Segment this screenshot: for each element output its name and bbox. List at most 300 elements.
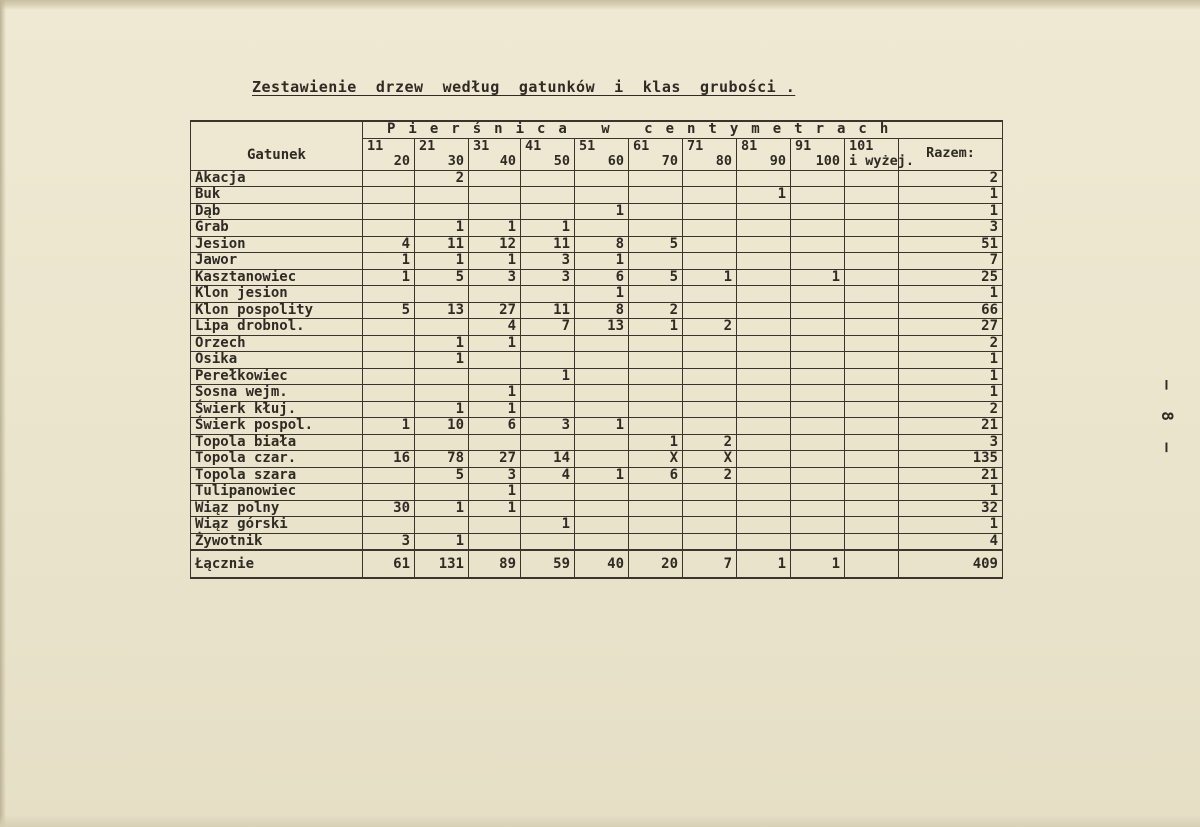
count-cell xyxy=(575,368,629,385)
grand-total-cell: 409 xyxy=(899,550,1003,578)
count-cell xyxy=(521,484,575,501)
count-cell: 11 xyxy=(521,236,575,253)
count-cell xyxy=(629,401,683,418)
column-header-gatunek: Gatunek xyxy=(191,121,363,170)
count-cell xyxy=(521,352,575,369)
count-cell: 8 xyxy=(575,236,629,253)
count-cell xyxy=(629,352,683,369)
count-cell xyxy=(791,236,845,253)
row-total-cell: 51 xyxy=(899,236,1003,253)
species-name: Klon pospolity xyxy=(191,302,363,319)
count-cell xyxy=(737,203,791,220)
count-cell xyxy=(791,170,845,187)
count-cell xyxy=(683,385,737,402)
count-cell xyxy=(845,269,899,286)
count-cell xyxy=(629,517,683,534)
count-cell: 3 xyxy=(521,253,575,270)
count-cell: 1 xyxy=(469,220,521,237)
count-cell xyxy=(845,220,899,237)
count-cell: 1 xyxy=(575,203,629,220)
count-cell xyxy=(845,434,899,451)
count-cell xyxy=(521,335,575,352)
species-name: Kasztanowiec xyxy=(191,269,363,286)
row-total-cell: 25 xyxy=(899,269,1003,286)
column-header-range xyxy=(683,138,737,170)
table-row xyxy=(191,467,1003,484)
table-row xyxy=(191,533,1003,550)
count-cell: 5 xyxy=(629,269,683,286)
count-cell xyxy=(415,517,469,534)
table-row xyxy=(191,385,1003,402)
range-high-label: i wyżej. xyxy=(849,153,915,169)
count-cell: 1 xyxy=(469,385,521,402)
count-cell: 6 xyxy=(575,269,629,286)
count-cell xyxy=(683,533,737,550)
range-high-label: 70 xyxy=(661,153,678,169)
column-header-range xyxy=(629,138,683,170)
count-cell xyxy=(845,368,899,385)
count-cell xyxy=(845,484,899,501)
count-cell xyxy=(575,484,629,501)
count-cell: 61 xyxy=(363,550,415,578)
range-low-label: 101 xyxy=(849,137,874,154)
count-cell xyxy=(845,187,899,204)
row-total-cell: 1 xyxy=(899,352,1003,369)
count-cell xyxy=(415,368,469,385)
count-cell xyxy=(845,335,899,352)
count-cell xyxy=(737,385,791,402)
count-cell xyxy=(737,484,791,501)
range-low-label: 71 xyxy=(687,137,704,154)
column-header-razem: Razem: xyxy=(899,138,1003,170)
count-cell xyxy=(363,319,415,336)
count-cell xyxy=(845,451,899,468)
count-cell: 1 xyxy=(683,269,737,286)
species-name: Buk xyxy=(191,187,363,204)
count-cell xyxy=(791,418,845,435)
count-cell: 1 xyxy=(575,253,629,270)
count-cell xyxy=(521,187,575,204)
paper-left-edge xyxy=(0,0,6,827)
count-cell xyxy=(737,434,791,451)
count-cell xyxy=(737,286,791,303)
count-cell xyxy=(737,253,791,270)
count-cell xyxy=(469,352,521,369)
count-cell xyxy=(363,170,415,187)
count-cell xyxy=(737,517,791,534)
count-cell xyxy=(415,484,469,501)
count-cell: 6 xyxy=(629,467,683,484)
row-total-cell: 1 xyxy=(899,517,1003,534)
row-total-cell: 3 xyxy=(899,220,1003,237)
count-cell xyxy=(415,385,469,402)
count-cell: 3 xyxy=(521,269,575,286)
count-cell xyxy=(575,187,629,204)
count-cell xyxy=(683,187,737,204)
count-cell xyxy=(683,170,737,187)
count-cell: 14 xyxy=(521,451,575,468)
count-cell xyxy=(737,319,791,336)
column-header-range xyxy=(521,138,575,170)
paper-top-edge xyxy=(0,0,1200,10)
count-cell xyxy=(737,352,791,369)
count-cell: 3 xyxy=(363,533,415,550)
count-cell: 1 xyxy=(521,220,575,237)
range-high-label: 80 xyxy=(715,153,732,169)
count-cell xyxy=(469,368,521,385)
count-cell: 8 xyxy=(575,302,629,319)
count-cell xyxy=(737,368,791,385)
count-cell xyxy=(791,434,845,451)
count-cell xyxy=(575,533,629,550)
count-cell: 2 xyxy=(683,434,737,451)
count-cell: 1 xyxy=(415,500,469,517)
range-low-label: 41 xyxy=(525,137,542,154)
count-cell: 4 xyxy=(521,467,575,484)
count-cell xyxy=(363,203,415,220)
count-cell xyxy=(845,550,899,578)
count-cell xyxy=(845,319,899,336)
count-cell xyxy=(575,385,629,402)
count-cell: 2 xyxy=(415,170,469,187)
count-cell xyxy=(363,401,415,418)
column-header-range xyxy=(363,138,415,170)
count-cell xyxy=(791,335,845,352)
count-cell: 1 xyxy=(469,335,521,352)
species-name: Dąb xyxy=(191,203,363,220)
count-cell xyxy=(737,467,791,484)
count-cell: 1 xyxy=(415,220,469,237)
count-cell: 5 xyxy=(415,269,469,286)
count-cell xyxy=(521,286,575,303)
range-high-label: 90 xyxy=(769,153,786,169)
count-cell xyxy=(363,352,415,369)
count-cell: 89 xyxy=(469,550,521,578)
count-cell xyxy=(521,170,575,187)
count-cell xyxy=(791,187,845,204)
species-name: Grab xyxy=(191,220,363,237)
count-cell: 1 xyxy=(415,533,469,550)
table-body xyxy=(191,170,1003,578)
count-cell xyxy=(683,236,737,253)
count-cell xyxy=(521,203,575,220)
count-cell xyxy=(845,517,899,534)
column-header-range xyxy=(737,138,791,170)
count-cell xyxy=(629,335,683,352)
count-cell xyxy=(521,401,575,418)
count-cell xyxy=(363,187,415,204)
count-cell xyxy=(791,368,845,385)
count-cell xyxy=(845,236,899,253)
count-cell xyxy=(629,418,683,435)
count-cell xyxy=(737,418,791,435)
count-cell xyxy=(845,302,899,319)
count-cell xyxy=(629,286,683,303)
count-cell xyxy=(683,302,737,319)
range-high-label: 20 xyxy=(393,153,410,169)
row-total-cell: 1 xyxy=(899,368,1003,385)
count-cell xyxy=(575,401,629,418)
species-name: Osika xyxy=(191,352,363,369)
count-cell: 2 xyxy=(683,319,737,336)
count-cell: 1 xyxy=(415,352,469,369)
count-cell xyxy=(469,170,521,187)
count-cell xyxy=(469,533,521,550)
species-name: Orzech xyxy=(191,335,363,352)
count-cell xyxy=(521,385,575,402)
count-cell xyxy=(683,220,737,237)
count-cell: 4 xyxy=(469,319,521,336)
count-cell xyxy=(469,434,521,451)
count-cell xyxy=(363,220,415,237)
row-total-cell: 7 xyxy=(899,253,1003,270)
count-cell xyxy=(521,434,575,451)
range-low-label: 21 xyxy=(419,137,436,154)
count-cell: 131 xyxy=(415,550,469,578)
count-cell xyxy=(737,401,791,418)
count-cell xyxy=(629,170,683,187)
count-cell xyxy=(469,517,521,534)
count-cell xyxy=(683,418,737,435)
range-low-label: 91 xyxy=(795,137,812,154)
count-cell xyxy=(791,286,845,303)
count-cell xyxy=(845,533,899,550)
count-cell xyxy=(683,335,737,352)
count-cell xyxy=(791,401,845,418)
count-cell: 13 xyxy=(415,302,469,319)
count-cell xyxy=(845,253,899,270)
table-row xyxy=(191,335,1003,352)
column-group-header: Pierśnica w centymetrach xyxy=(363,121,1003,138)
count-cell xyxy=(791,451,845,468)
count-cell xyxy=(791,484,845,501)
row-total-cell: 1 xyxy=(899,484,1003,501)
species-name: Wiąz górski xyxy=(191,517,363,534)
count-cell xyxy=(469,203,521,220)
range-low-label: 11 xyxy=(367,137,384,154)
count-cell: 3 xyxy=(469,467,521,484)
count-cell xyxy=(415,319,469,336)
count-cell xyxy=(737,500,791,517)
count-cell xyxy=(683,253,737,270)
range-low-label: 61 xyxy=(633,137,650,154)
row-total-cell: 3 xyxy=(899,434,1003,451)
species-name: Żywotnik xyxy=(191,533,363,550)
count-cell xyxy=(845,401,899,418)
count-cell xyxy=(363,286,415,303)
row-total-cell: 21 xyxy=(899,467,1003,484)
count-cell xyxy=(683,401,737,418)
count-cell xyxy=(791,500,845,517)
count-cell xyxy=(363,484,415,501)
count-cell: 1 xyxy=(469,484,521,501)
row-total-cell: 2 xyxy=(899,335,1003,352)
count-cell xyxy=(845,467,899,484)
column-header-range xyxy=(845,137,915,170)
count-cell xyxy=(683,500,737,517)
page-number: — 8 — xyxy=(1158,380,1177,459)
count-cell: 1 xyxy=(363,418,415,435)
column-header-range xyxy=(791,138,845,170)
count-cell: 10 xyxy=(415,418,469,435)
count-cell: 1 xyxy=(469,401,521,418)
species-name: Świerk pospol. xyxy=(191,418,363,435)
species-name: Topola czar. xyxy=(191,451,363,468)
row-total-cell: 4 xyxy=(899,533,1003,550)
count-cell xyxy=(791,517,845,534)
column-header-range xyxy=(415,138,469,170)
count-cell xyxy=(737,302,791,319)
tree-species-table xyxy=(190,120,1003,579)
count-cell: 40 xyxy=(575,550,629,578)
row-total-cell: 27 xyxy=(899,319,1003,336)
row-total-cell: 1 xyxy=(899,187,1003,204)
count-cell xyxy=(683,484,737,501)
count-cell xyxy=(737,269,791,286)
count-cell xyxy=(791,319,845,336)
table-row xyxy=(191,286,1003,303)
count-cell xyxy=(791,352,845,369)
range-high-label: 50 xyxy=(553,153,570,169)
table-row xyxy=(191,434,1003,451)
row-total-cell: 135 xyxy=(899,451,1003,468)
count-cell: 78 xyxy=(415,451,469,468)
count-cell xyxy=(363,467,415,484)
range-high-label: 30 xyxy=(447,153,464,169)
species-name: Tulipanowiec xyxy=(191,484,363,501)
column-header-range xyxy=(575,138,629,170)
count-cell: X xyxy=(683,451,737,468)
species-name: Jawor xyxy=(191,253,363,270)
count-cell xyxy=(629,500,683,517)
count-cell xyxy=(791,385,845,402)
column-header-range xyxy=(469,138,521,170)
count-cell xyxy=(521,500,575,517)
count-cell: 3 xyxy=(469,269,521,286)
count-cell xyxy=(575,352,629,369)
table-row xyxy=(191,203,1003,220)
count-cell: 13 xyxy=(575,319,629,336)
count-cell xyxy=(415,286,469,303)
count-cell xyxy=(363,434,415,451)
table-row xyxy=(191,401,1003,418)
count-cell xyxy=(629,533,683,550)
count-cell xyxy=(575,434,629,451)
count-cell: 1 xyxy=(791,550,845,578)
species-name: Lipa drobnol. xyxy=(191,319,363,336)
count-cell: 1 xyxy=(791,269,845,286)
species-name: Topola szara xyxy=(191,467,363,484)
count-cell: 27 xyxy=(469,302,521,319)
count-cell xyxy=(791,253,845,270)
count-cell: 11 xyxy=(415,236,469,253)
row-total-cell: 1 xyxy=(899,385,1003,402)
count-cell xyxy=(845,500,899,517)
count-cell xyxy=(363,368,415,385)
count-cell xyxy=(363,385,415,402)
count-cell xyxy=(845,385,899,402)
count-cell: 1 xyxy=(521,517,575,534)
count-cell: 1 xyxy=(363,253,415,270)
table-row xyxy=(191,418,1003,435)
table-row xyxy=(191,368,1003,385)
count-cell xyxy=(575,170,629,187)
count-cell xyxy=(629,253,683,270)
count-cell xyxy=(575,500,629,517)
range-high-label: 40 xyxy=(499,153,516,169)
table-row xyxy=(191,220,1003,237)
count-cell xyxy=(363,517,415,534)
totals-row xyxy=(191,550,1003,578)
totals-label: Łącznie xyxy=(191,550,363,578)
count-cell: 1 xyxy=(415,401,469,418)
count-cell: 1 xyxy=(521,368,575,385)
count-cell: 1 xyxy=(629,434,683,451)
count-cell: X xyxy=(629,451,683,468)
species-name: Perełkowiec xyxy=(191,368,363,385)
count-cell xyxy=(629,368,683,385)
row-total-cell: 2 xyxy=(899,401,1003,418)
species-name: Sosna wejm. xyxy=(191,385,363,402)
count-cell xyxy=(737,170,791,187)
count-cell xyxy=(415,203,469,220)
count-cell xyxy=(629,385,683,402)
count-cell xyxy=(629,220,683,237)
count-cell xyxy=(791,467,845,484)
count-cell xyxy=(791,203,845,220)
count-cell xyxy=(363,335,415,352)
table-row xyxy=(191,517,1003,534)
table-row xyxy=(191,319,1003,336)
species-name: Topola biała xyxy=(191,434,363,451)
row-total-cell: 1 xyxy=(899,203,1003,220)
table-row xyxy=(191,352,1003,369)
count-cell xyxy=(415,187,469,204)
row-total-cell: 32 xyxy=(899,500,1003,517)
count-cell xyxy=(575,335,629,352)
row-total-cell: 66 xyxy=(899,302,1003,319)
row-total-cell: 21 xyxy=(899,418,1003,435)
count-cell xyxy=(521,533,575,550)
count-cell: 5 xyxy=(363,302,415,319)
count-cell: 1 xyxy=(737,187,791,204)
count-cell xyxy=(629,187,683,204)
count-cell: 1 xyxy=(469,500,521,517)
count-cell xyxy=(683,352,737,369)
count-cell: 1 xyxy=(575,467,629,484)
species-name: Jesion xyxy=(191,236,363,253)
count-cell xyxy=(845,170,899,187)
count-cell: 30 xyxy=(363,500,415,517)
count-cell: 7 xyxy=(683,550,737,578)
count-cell xyxy=(791,220,845,237)
count-cell: 7 xyxy=(521,319,575,336)
count-cell xyxy=(737,451,791,468)
species-name: Wiąz polny xyxy=(191,500,363,517)
count-cell: 5 xyxy=(415,467,469,484)
count-cell xyxy=(737,533,791,550)
count-cell xyxy=(845,352,899,369)
count-cell xyxy=(629,203,683,220)
table-row xyxy=(191,253,1003,270)
count-cell: 1 xyxy=(415,335,469,352)
table-row xyxy=(191,302,1003,319)
count-cell: 1 xyxy=(575,286,629,303)
species-name: Akacja xyxy=(191,170,363,187)
count-cell: 16 xyxy=(363,451,415,468)
table-row xyxy=(191,269,1003,286)
count-cell xyxy=(845,418,899,435)
